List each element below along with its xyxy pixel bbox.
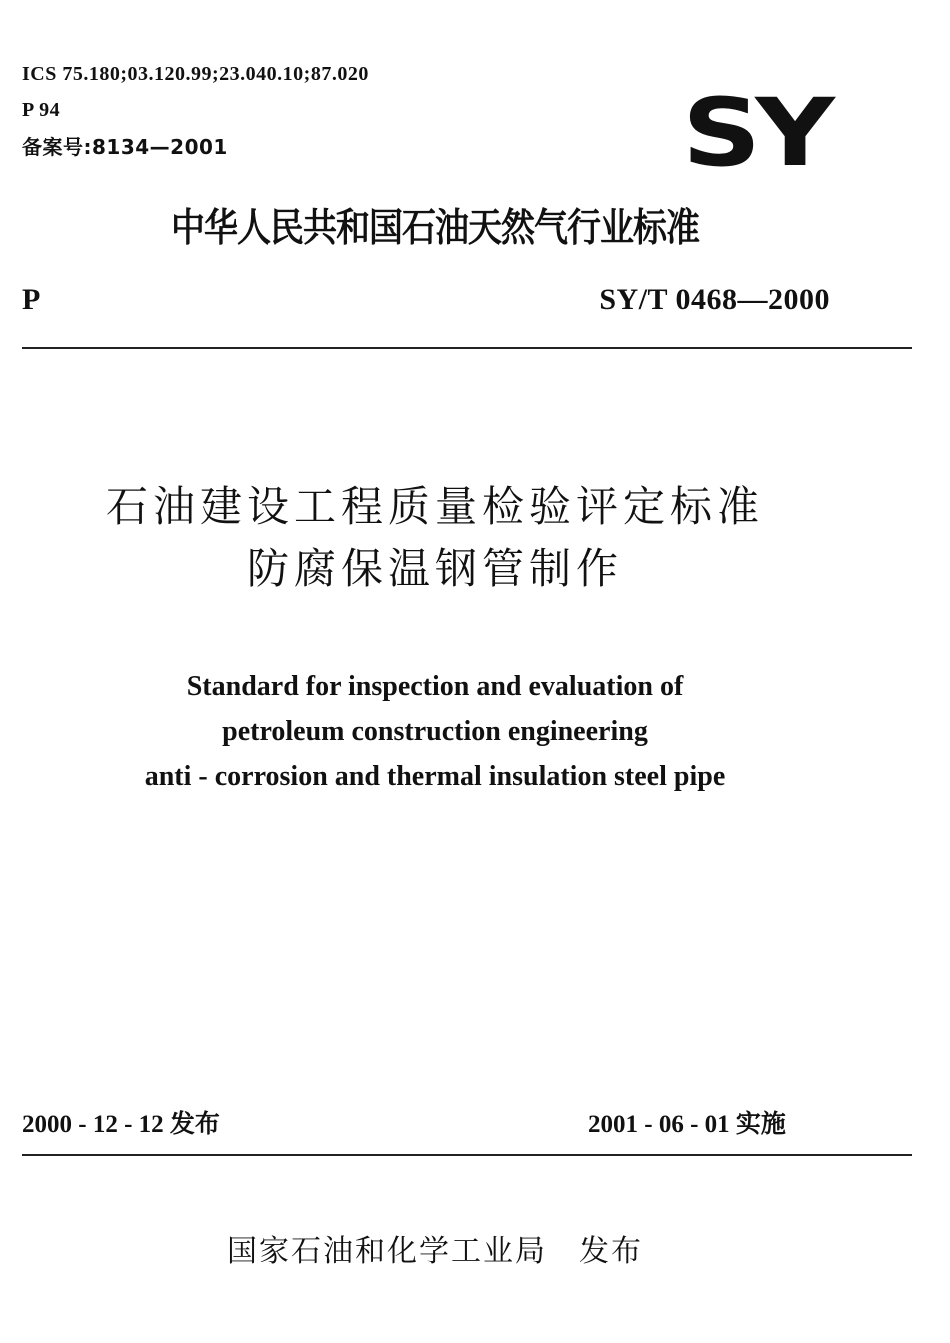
standard-number: SY/T 0468—2000	[599, 283, 830, 316]
issue-date: 2000 - 12 - 12 发布	[22, 1111, 220, 1138]
title-cn-line1: 石油建设工程质量检验评定标准	[105, 482, 764, 531]
implementation-date: 2001 - 06 - 01 实施	[588, 1111, 786, 1138]
record-number: 备案号:8134—2001	[22, 135, 228, 159]
publisher: 国家石油和化学工业局 发布	[227, 1234, 643, 1269]
issuing-organization: 中华人民共和国石油天然气行业标准	[171, 205, 699, 252]
title-cn-line2: 防腐保温钢管制作	[246, 544, 623, 593]
sy-logo: SY	[682, 78, 829, 188]
top-divider	[22, 347, 912, 349]
ics-code: ICS 75.180;03.120.99;23.040.10;87.020	[22, 63, 369, 85]
category-letter: P	[22, 283, 41, 316]
title-en-line1: Standard for inspection and evaluation of	[186, 671, 684, 702]
category-code: P 94	[22, 99, 61, 121]
title-en-line2: petroleum construction engineering	[222, 716, 648, 747]
title-en-line3: anti - corrosion and thermal insulation steel pipe	[144, 761, 726, 792]
bottom-divider	[22, 1154, 912, 1156]
